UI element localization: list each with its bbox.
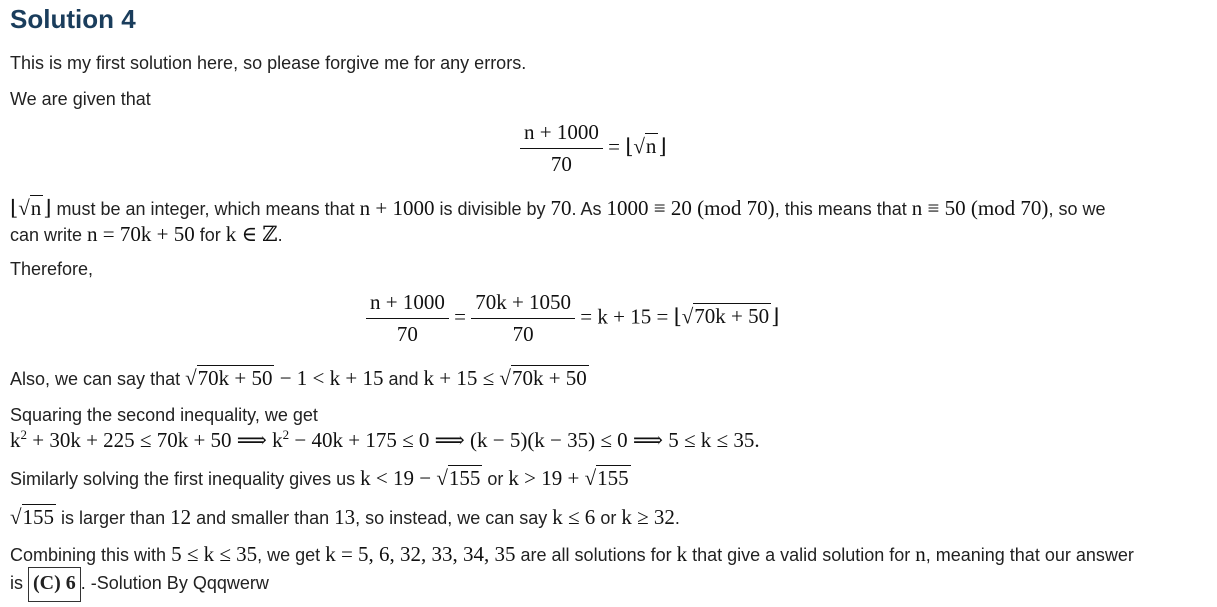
sqrt-radicand: 70k + 50 xyxy=(694,304,770,329)
floor-right: ⌋ xyxy=(658,134,667,159)
math-segment: k + 15 ≤ xyxy=(423,366,500,390)
text-segment: , meaning that our answer xyxy=(925,545,1134,565)
integer-paragraph-line-2 xyxy=(10,222,283,247)
math-segment: 12 xyxy=(170,505,192,529)
sqrt-radicand: 70k + 50 xyxy=(511,366,587,390)
math-segment: n ≡ 50 (mod 70) xyxy=(911,196,1049,220)
squaring-paragraph-line-2 xyxy=(10,427,760,453)
math-segment: n = 70k + 50 xyxy=(87,222,195,246)
fraction-numerator: n + 1000 xyxy=(524,120,599,144)
math-segment: k xyxy=(10,428,21,452)
equation-2-fraction-2 xyxy=(471,290,575,347)
text-segment: are all solutions for xyxy=(515,545,677,565)
sqrt-symbol: √ xyxy=(633,134,645,159)
sqrt-radicand: 70k + 50 xyxy=(197,366,273,390)
intro-paragraph: This is my first solution here, so please forgive me for any errors. xyxy=(10,53,527,73)
math-segment: k = 5, 6, 32, 33, 34, 35 xyxy=(325,542,516,566)
equals-sign: = xyxy=(454,304,466,329)
superscript: 2 xyxy=(20,427,27,442)
sqrt-symbol: √ xyxy=(681,304,694,329)
math-segment: k xyxy=(676,542,688,566)
text-segment: is divisible by xyxy=(434,199,551,219)
bounds-paragraph xyxy=(10,366,589,391)
first-inequality-paragraph xyxy=(10,466,631,491)
math-segment: k ≤ 6 xyxy=(552,505,596,529)
floor-left: ⌊ xyxy=(10,196,19,220)
text-segment: . -Solution By Qqqwerw xyxy=(80,573,269,593)
math-segment: k < 19 − xyxy=(360,466,437,490)
text-segment: . xyxy=(277,225,283,245)
therefore-paragraph: Therefore, xyxy=(10,259,94,279)
text-segment: or xyxy=(482,469,509,489)
fraction-denominator: 70 xyxy=(520,148,603,177)
text-segment: Similarly solving the first inequality gives us xyxy=(10,469,361,489)
floor-left: ⌊ xyxy=(625,134,634,159)
math-segment: n + 1000 xyxy=(359,196,435,220)
sqrt-radicand: 155 xyxy=(448,466,481,490)
equation-1 xyxy=(520,120,667,177)
text-segment: . As xyxy=(571,199,607,219)
floor-right: ⌋ xyxy=(771,304,780,329)
math-segment: k ≥ 32 xyxy=(621,505,675,529)
sqrt-radicand: n xyxy=(645,134,657,159)
text-segment: for xyxy=(194,225,226,245)
text-segment: and smaller than xyxy=(191,508,335,528)
floor-left: ⌊ xyxy=(673,304,682,329)
page-title: Solution 4 xyxy=(10,4,136,34)
text-segment: is larger than xyxy=(56,508,171,528)
answer-box: (C) 6 xyxy=(28,567,81,602)
fraction-denominator: 70 xyxy=(471,318,575,347)
math-segment: 1000 ≡ 20 (mod 70) xyxy=(606,196,775,220)
superscript: 2 xyxy=(282,427,290,442)
math-segment: + 30k + 225 ≤ 70k + 50 ⟹ k xyxy=(27,428,283,452)
text-segment: must be an integer, which means that xyxy=(51,199,360,219)
math-segment: k ∈ ℤ xyxy=(225,222,278,246)
text-segment: that give a valid solution for xyxy=(687,545,916,565)
range-paragraph xyxy=(10,505,680,530)
sqrt-symbol: √ xyxy=(185,366,197,390)
text-segment: or xyxy=(595,508,622,528)
sqrt-symbol: √ xyxy=(18,196,30,220)
text-segment: , so instead, we can say xyxy=(355,508,553,528)
fraction-numerator: 70k + 1050 xyxy=(475,290,572,314)
text-segment: Combining this with xyxy=(10,545,172,565)
conclusion-paragraph-line-2 xyxy=(10,567,269,602)
text-segment: and xyxy=(383,369,424,389)
equals-sign: = xyxy=(608,134,620,159)
integer-paragraph-line-1 xyxy=(10,196,1105,221)
math-segment: 70 xyxy=(550,196,572,220)
sqrt-symbol: √ xyxy=(436,466,448,490)
equation-2-fraction-1 xyxy=(366,290,449,347)
text-segment: can write xyxy=(10,225,88,245)
math-segment: − 40k + 175 ≤ 0 ⟹ (k − 5)(k − 35) ≤ 0 ⟹ 5 ≤ k ≤ 35. xyxy=(289,428,760,452)
text-segment: , so we xyxy=(1048,199,1106,219)
conclusion-paragraph-line-1 xyxy=(10,542,1134,567)
math-segment: 5 ≤ k ≤ 35 xyxy=(171,542,258,566)
fraction-numerator: n + 1000 xyxy=(370,290,445,314)
sqrt-radicand: n xyxy=(30,196,42,220)
text-segment: , this means that xyxy=(774,199,912,219)
equation-1-fraction xyxy=(520,120,603,177)
sqrt-radicand: 155 xyxy=(22,505,55,529)
text-segment: , we get xyxy=(257,545,326,565)
math-segment: k > 19 + xyxy=(508,466,585,490)
math-segment: n xyxy=(915,542,926,566)
squaring-paragraph-line-1: Squaring the second inequality, we get xyxy=(10,405,318,425)
text-segment: . xyxy=(674,508,680,528)
given-paragraph: We are given that xyxy=(10,89,151,109)
text-segment: is xyxy=(10,573,28,593)
solution-heading xyxy=(10,4,136,35)
fraction-denominator: 70 xyxy=(366,318,449,347)
text-segment: Also, we can say that xyxy=(10,369,186,389)
sqrt-symbol: √ xyxy=(584,466,597,490)
math-segment: 13 xyxy=(334,505,356,529)
floor-right: ⌋ xyxy=(43,196,52,220)
sqrt-radicand: 155 xyxy=(597,466,629,490)
equation-2 xyxy=(366,290,779,347)
sqrt-symbol: √ xyxy=(10,505,22,529)
equation-2-rest: = k + 15 = xyxy=(580,304,669,329)
math-segment: − 1 < k + 15 xyxy=(274,366,384,390)
sqrt-symbol: √ xyxy=(499,366,511,390)
